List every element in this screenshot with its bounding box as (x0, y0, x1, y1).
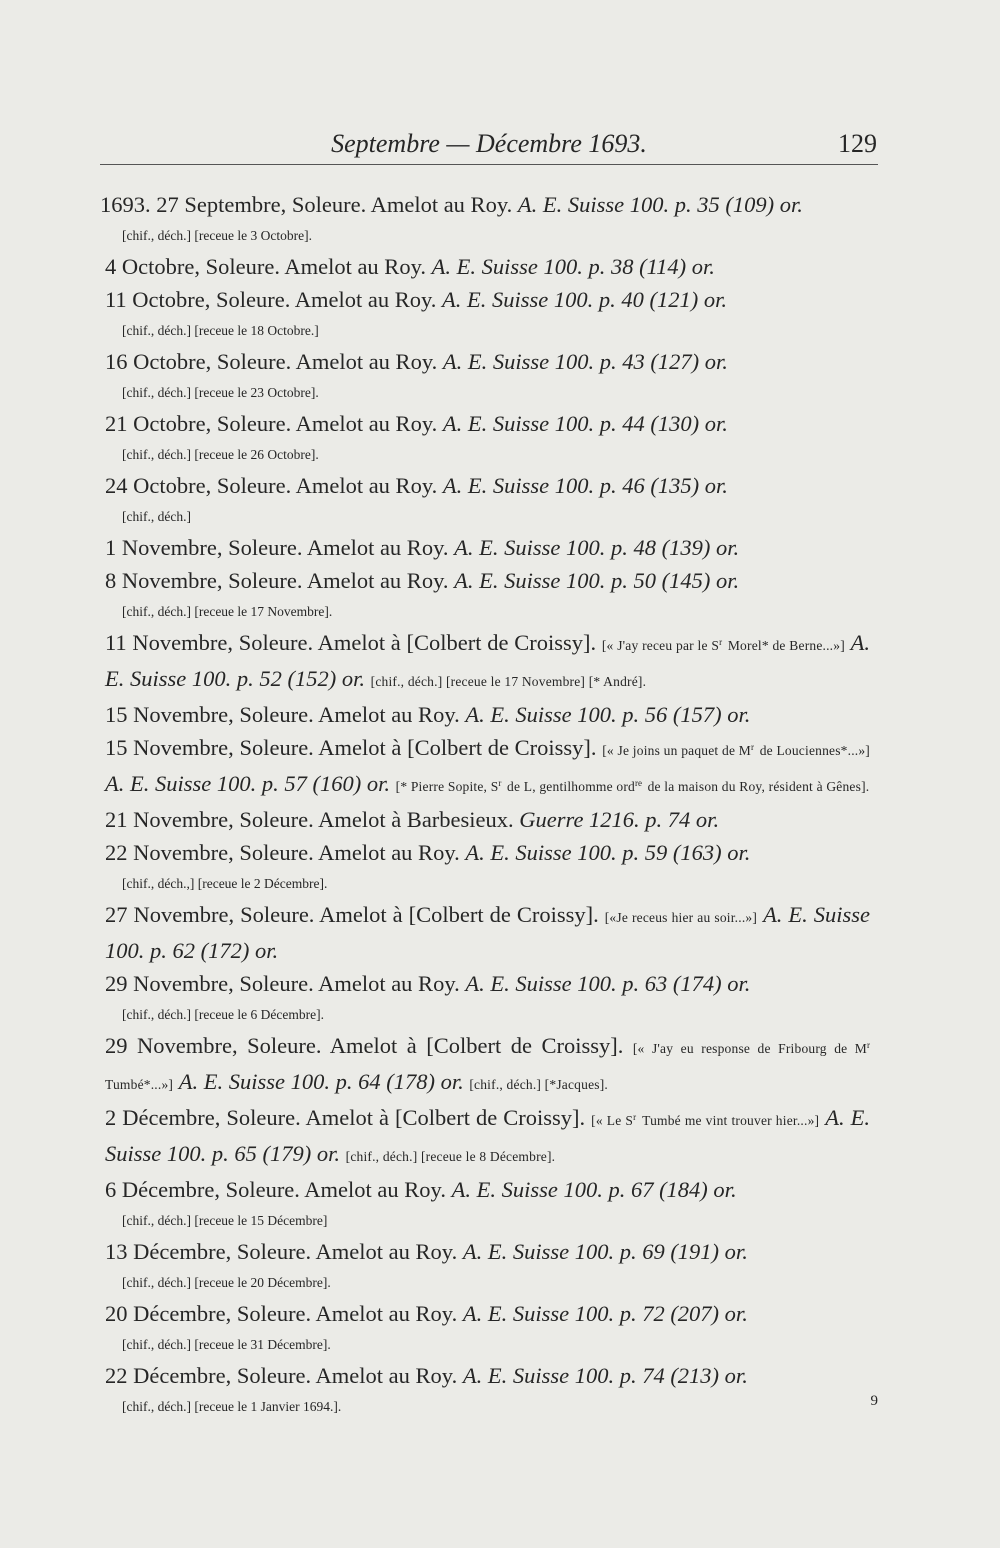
entry-line (100, 564, 870, 597)
entry-reference: A. E. Suisse 100. p. 35 (109) or. (517, 192, 803, 217)
entry-note: [chif., déch.] (122, 509, 191, 524)
entry-line (100, 1235, 870, 1268)
entry (100, 967, 870, 1029)
entry (100, 407, 870, 469)
entry-reference: Guerre 1216. p. 74 or. (519, 807, 720, 832)
entry (100, 1235, 870, 1297)
entry-line (100, 803, 870, 836)
entry-heading: 8 Novembre, Soleure. Amelot au Roy. (105, 568, 449, 593)
entry-note: [chif., déch.] [receue le 17 Novembre]. (122, 604, 333, 619)
entry-line (100, 1297, 870, 1330)
entry (100, 626, 870, 698)
entry-note-superscript: re (634, 778, 642, 788)
entry (100, 283, 870, 345)
header-rule (100, 164, 878, 165)
entry-quote: [«Je receus hier au soir...»] (604, 910, 758, 925)
entry-reference: A. E. Suisse 100. p. 59 (163) or. (465, 840, 751, 865)
entry-reference: A. E. Suisse 100. p. 62 (172) or. (105, 902, 871, 963)
entry-heading: 20 Décembre, Soleure. Amelot au Roy. (105, 1301, 458, 1326)
entry-line (100, 345, 870, 378)
entry-quote: [« J'ay receu par le S (601, 638, 720, 653)
entry (100, 803, 870, 836)
entry-quote-cont: Morel* de Berne...»] (727, 638, 845, 653)
entry-line (100, 698, 870, 731)
entry (100, 1029, 870, 1101)
entry-quote-cont: Tumbé me vint trouver hier...»] (642, 1113, 820, 1128)
entry-reference: A. E. Suisse 100. p. 72 (207) or. (462, 1301, 748, 1326)
entry (100, 836, 870, 898)
entries-list (100, 188, 870, 1421)
entry-heading: 16 Octobre, Soleure. Amelot au Roy. (105, 349, 438, 374)
entry-note: [chif., déch.] [receue le 8 Décembre]. (345, 1149, 556, 1164)
entry-quote-cont: Tumbé*...»] (105, 1077, 174, 1092)
entry (100, 188, 870, 250)
entry (100, 531, 870, 564)
entry-note: [chif., déch.] [receue le 26 Octobre]. (122, 447, 319, 462)
entry (100, 564, 870, 626)
entry (100, 731, 870, 803)
signature-mark: 9 (870, 1393, 878, 1409)
entry-note: [chif., déch.] [receue le 23 Octobre]. (122, 385, 319, 400)
entry-note: [chif., déch.] [receue le 1 Janvier 1694.]. (122, 1399, 342, 1414)
entry-note: [chif., déch.] [receue le 20 Décembre]. (122, 1275, 331, 1290)
entry-heading: 15 Novembre, Soleure. Amelot au Roy. (105, 702, 460, 727)
entry-reference: A. E. Suisse 100. p. 38 (114) or. (431, 254, 715, 279)
entry-quote-superscript: r (751, 742, 754, 752)
entry-quote-superscript: r (867, 1040, 871, 1050)
running-title: Septembre — Décembre 1693. (331, 129, 647, 158)
entry-reference: A. E. Suisse 100. p. 50 (145) or. (454, 568, 740, 593)
entry-note: [chif., déch.,] [receue le 2 Décembre]. (122, 876, 328, 891)
entry-heading: 11 Octobre, Soleure. Amelot au Roy. (105, 287, 437, 312)
entry-heading: 1693. 27 Septembre, Soleure. Amelot au Roy. (100, 192, 513, 217)
entry-reference: A. E. Suisse 100. p. 63 (174) or. (465, 971, 751, 996)
entry-line (100, 1173, 870, 1206)
entry-heading: 24 Octobre, Soleure. Amelot au Roy. (105, 473, 438, 498)
entry-line (100, 1029, 870, 1101)
entry-line (100, 898, 870, 967)
entry-reference: A. E. Suisse 100. p. 48 (139) or. (454, 535, 740, 560)
entry-reference: A. E. Suisse 100. p. 67 (184) or. (451, 1177, 737, 1202)
entry-reference: A. E. Suisse 100. p. 64 (178) or. (178, 1069, 464, 1094)
entry-heading: 1 Novembre, Soleure. Amelot au Roy. (105, 535, 449, 560)
entry-line (100, 250, 870, 283)
entry-note: [chif., déch.] [receue le 31 Décembre]. (122, 1337, 331, 1352)
entry-quote: [« Je joins un paquet de M (602, 743, 751, 758)
entry-line (100, 283, 870, 316)
entry-note: [chif., déch.] [receue le 6 Décembre]. (122, 1007, 324, 1022)
entry (100, 1359, 870, 1421)
entry-reference: A. E. Suisse 100. p. 74 (213) or. (462, 1363, 748, 1388)
entry-reference: A. E. Suisse 100. p. 46 (135) or. (442, 473, 728, 498)
entry-quote: [« J'ay eu response de Fribourg de M (632, 1041, 868, 1056)
entry-heading: 27 Novembre, Soleure. Amelot à [Colbert de Croissy]. (105, 902, 599, 927)
entry-line (100, 188, 870, 221)
entry-heading: 4 Octobre, Soleure. Amelot au Roy. (105, 254, 426, 279)
entry-note-cont: de la maison du Roy, résident à Gênes]. (647, 779, 870, 794)
entry-reference: A. E. Suisse 100. p. 65 (179) or. (105, 1105, 870, 1166)
entry-heading: 21 Octobre, Soleure. Amelot au Roy. (105, 411, 438, 436)
entry-line (100, 469, 870, 502)
entry-note: [chif., déch.] [receue le 17 Novembre] [* André]. (370, 674, 647, 689)
entry-note: [chif., déch.] [receue le 15 Décembre] (122, 1213, 328, 1228)
entry-line (100, 1359, 870, 1392)
entry-note: [* Pierre Sopite, S (395, 779, 499, 794)
entry-reference: A. E. Suisse 100. p. 40 (121) or. (442, 287, 728, 312)
entry (100, 1297, 870, 1359)
entry-heading: 22 Décembre, Soleure. Amelot au Roy. (105, 1363, 458, 1388)
entry-line (100, 731, 870, 803)
entry-reference: A. E. Suisse 100. p. 56 (157) or. (465, 702, 751, 727)
entry-quote-superscript: r (633, 1112, 637, 1122)
entry-line (100, 407, 870, 440)
entry-quote-cont: de Louciennes*...»] (759, 743, 871, 758)
entry-heading: 22 Novembre, Soleure. Amelot au Roy. (105, 840, 460, 865)
entry-quote-superscript: r (719, 637, 723, 647)
entry-heading: 11 Novembre, Soleure. Amelot à [Colbert de Croissy]. (105, 630, 597, 655)
entry-note-superscript: r (498, 778, 502, 788)
entry-reference: A. E. Suisse 100. p. 43 (127) or. (442, 349, 728, 374)
entry-line (100, 531, 870, 564)
entry (100, 469, 870, 531)
entry-line (100, 967, 870, 1000)
entry-heading: 6 Décembre, Soleure. Amelot au Roy. (105, 1177, 446, 1202)
entry-line (100, 626, 870, 698)
page-number: 129 (838, 129, 877, 158)
entry-line (100, 836, 870, 869)
entry-note-cont: de L, gentilhomme ord (507, 779, 635, 794)
entry-heading: 15 Novembre, Soleure. Amelot à [Colbert de Croissy]. (105, 735, 597, 760)
entry-heading: 29 Novembre, Soleure. Amelot au Roy. (105, 971, 460, 996)
entry-note: [chif., déch.] [receue le 3 Octobre]. (122, 228, 313, 243)
entry-reference: A. E. Suisse 100. p. 69 (191) or. (462, 1239, 748, 1264)
entry-heading: 21 Novembre, Soleure. Amelot à Barbesieux. (105, 807, 514, 832)
entry-heading: 2 Décembre, Soleure. Amelot à [Colbert de Croissy]. (105, 1105, 586, 1130)
entry-line (100, 1101, 870, 1173)
entry-note: [chif., déch.] [*Jacques]. (469, 1077, 608, 1092)
entry (100, 1173, 870, 1235)
entry-quote: [« Le S (591, 1113, 634, 1128)
entry-note: [chif., déch.] [receue le 18 Octobre.] (122, 323, 319, 338)
entry-heading: 13 Décembre, Soleure. Amelot au Roy. (105, 1239, 458, 1264)
entry (100, 898, 870, 967)
entry-heading: 29 Novembre, Soleure. Amelot à [Colbert de Croissy]. (105, 1033, 624, 1058)
entry-reference: A. E. Suisse 100. p. 44 (130) or. (442, 411, 728, 436)
entry-reference: A. E. Suisse 100. p. 52 (152) or. (105, 630, 871, 691)
entry (100, 345, 870, 407)
entry (100, 698, 870, 731)
entry (100, 1101, 870, 1173)
entry (100, 250, 870, 283)
entry-reference: A. E. Suisse 100. p. 57 (160) or. (105, 771, 390, 796)
